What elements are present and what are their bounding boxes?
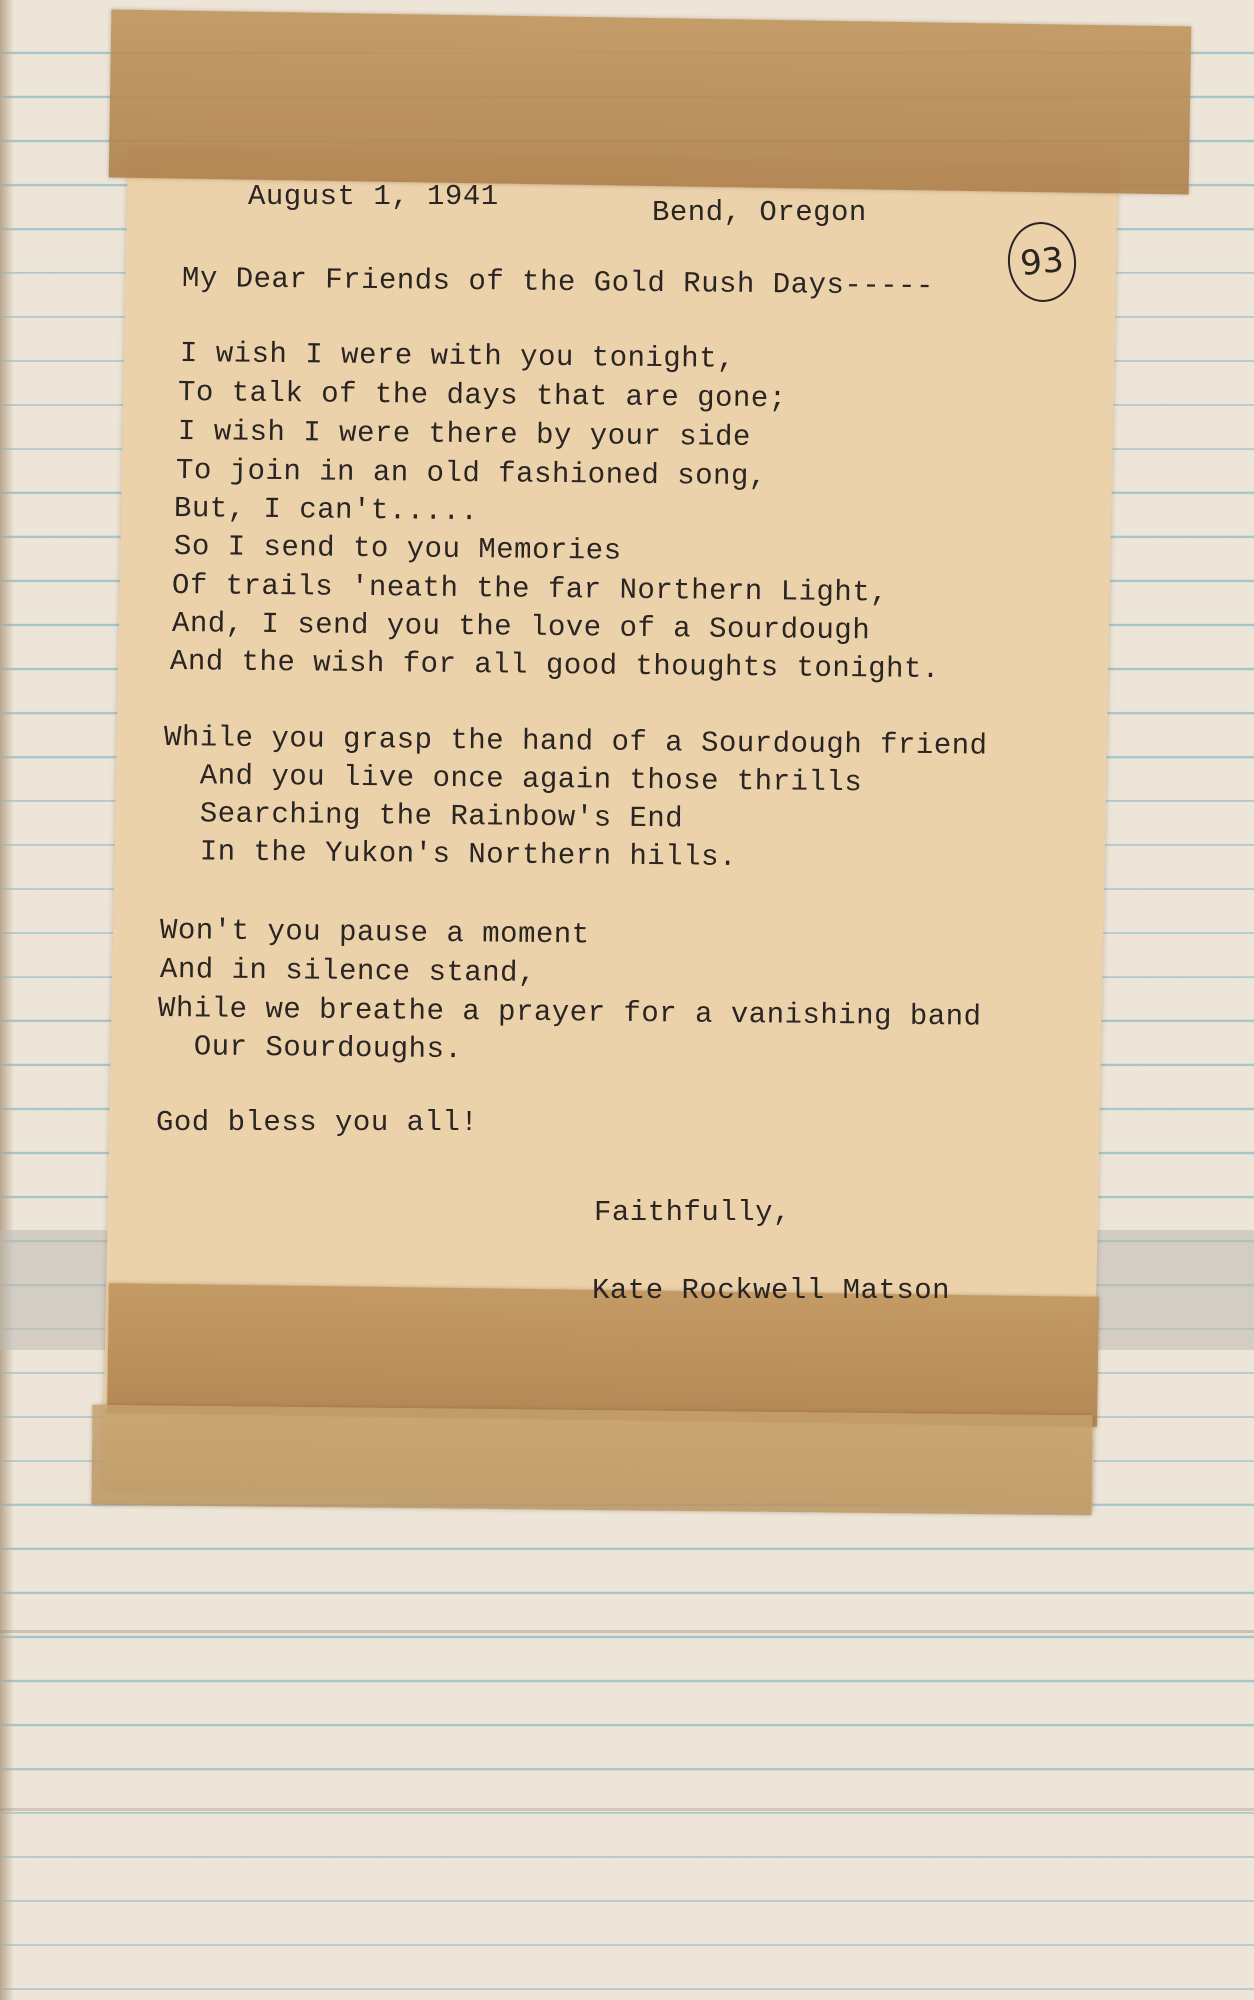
letter-date: August 1, 1941 (248, 180, 499, 213)
poem-line: While we breathe a prayer for a vanishing band (157, 992, 982, 1034)
page-fold-line (0, 1630, 1254, 1633)
adhesive-tape-top (109, 10, 1192, 195)
letter-blessing: God bless you all! (156, 1106, 479, 1139)
poem-line: And the wish for all good thoughts tonight. (169, 645, 940, 687)
letter-salutation: My Dear Friends of the Gold Rush Days----- (181, 262, 935, 303)
letter-signature: Kate Rockwell Matson (592, 1274, 951, 1307)
page-edge-shadow (0, 0, 14, 2000)
poem-line: Won't you pause a moment (159, 914, 590, 952)
poem-line: To join in an old fashioned song, (175, 454, 767, 494)
poem-line: While you grasp the hand of a Sourdough friend (163, 721, 988, 763)
poem-line: I wish I were with you tonight, (179, 337, 736, 376)
letter-place: Bend, Oregon (652, 196, 867, 229)
poem-line: And you live once again those thrills (163, 759, 863, 800)
poem-line: Searching the Rainbow's End (163, 797, 684, 836)
poem-line: So I send to you Memories (173, 530, 622, 568)
poem-line: And, I send you the love of a Sourdough (171, 607, 871, 648)
poem-line: To talk of the days that are gone; (177, 376, 787, 416)
page-number-circled: 93 (1004, 219, 1080, 306)
poem-line: In the Yukon's Northern hills. (163, 835, 738, 874)
poem-line: I wish I were there by your side (177, 415, 752, 454)
poem-line: And in silence stand, (159, 953, 537, 990)
poem-line: Of trails 'neath the far Northern Light, (171, 569, 889, 610)
page-fold-line-lower (0, 1808, 1254, 1811)
poem-line: But, I can't..... (173, 492, 479, 529)
adhesive-tape-bottom-lower (92, 1405, 1093, 1515)
poem-line: Our Sourdoughs. (157, 1030, 463, 1067)
letter-closing: Faithfully, (594, 1196, 791, 1229)
